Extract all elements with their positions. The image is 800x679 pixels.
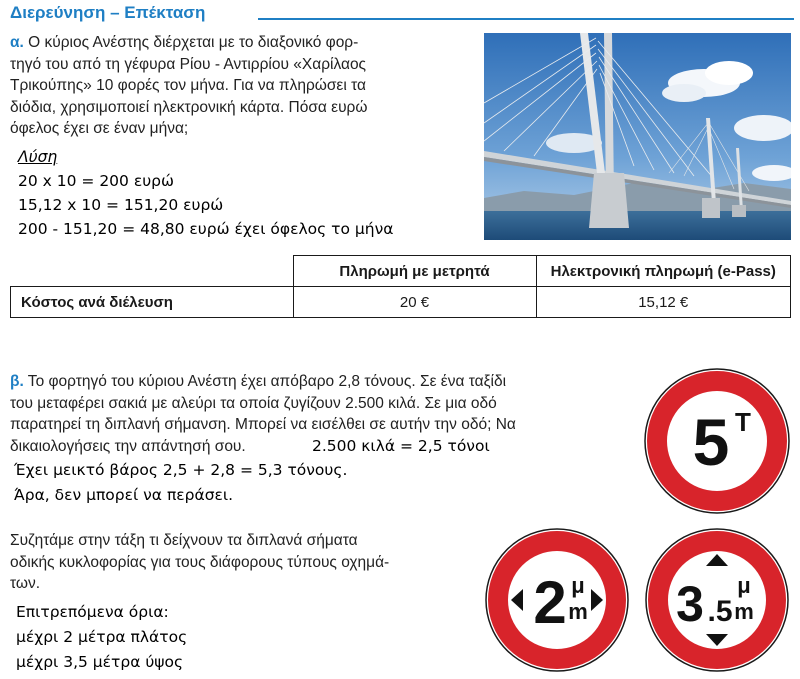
question-a-line: Ο κύριος Ανέστης διέρχεται με το διαξονικό φορ-: [23, 34, 359, 51]
question-b-line: παρατηρεί τη διπλανή σήμανση. Μπορεί να εισέλθει σε αυτήν την οδό; Να: [10, 416, 516, 433]
height-limit-unit-bottom: m: [734, 599, 754, 624]
solution-line: 200 - 151,20 = 48,80 ευρώ έχει όφελος το μήνα: [18, 220, 394, 238]
question-c-line: των.: [10, 575, 41, 592]
question-a-line: Τρικούπης» 10 φορές τον μήνα. Για να πληρώσει τα: [10, 77, 366, 94]
question-c-line: οδικής κυκλοφορίας για τους διάφορους τύπους οχημά-: [10, 553, 390, 571]
weight-limit-unit: T: [735, 407, 751, 437]
answer-c-line: Επιτρεπόμενα όρια:: [16, 603, 169, 621]
question-c-line: Συζητάμε στην τάξη τι δείχνουν τα διπλανά σήματα: [10, 532, 358, 549]
height-limit-unit-top: μ: [737, 573, 751, 598]
answer-b-line: Άρα, δεν μπορεί να περάσει.: [14, 486, 234, 504]
answer-c-line: μέχρι 3,5 μέτρα ύψος: [16, 653, 184, 671]
cost-table: [10, 255, 791, 318]
answer-b-line: Έχει μεικτό βάρος 2,5 + 2,8 = 5,3 τόνους.: [14, 461, 348, 479]
width-limit-unit-bottom: m: [568, 599, 588, 624]
width-limit-sign: [484, 527, 630, 678]
question-a-line: διόδια, χρησιμοποιεί ηλεκτρονική κάρτα. Πόσα ευρώ: [10, 98, 368, 116]
table-header-cash: Πληρωμή με μετρητά: [293, 256, 536, 287]
height-limit-decimal: .5: [707, 595, 733, 628]
question-a-line: τηγό του από τη γέφυρα Ρίου - Αντιρρίου «Χαρίλαος: [10, 55, 367, 73]
question-b-marker: β.: [10, 373, 24, 390]
table-cell-cash: 20 €: [293, 287, 536, 318]
section-title: Διερεύνηση – Επέκταση: [10, 3, 206, 22]
height-limit-sign: [644, 527, 790, 678]
solution-line: 20 x 10 = 200 ευρώ: [18, 172, 174, 190]
solution-line: 15,12 x 10 = 151,20 ευρώ: [18, 196, 224, 214]
solution-label: Λύση: [18, 148, 58, 166]
table-row-label: Κόστος ανά διέλευση: [11, 287, 294, 318]
question-b-line: του μεταφέρει σακιά με αλεύρι τα οποία ζυγίζουν 2.500 κιλά. Σε μια οδό: [10, 394, 497, 412]
width-limit-number: 2: [533, 569, 567, 636]
question-a-marker: α.: [10, 34, 24, 51]
question-b-line: δικαιολογήσεις την απάντησή σου.: [10, 437, 246, 455]
table-corner-cell: [11, 256, 294, 287]
question-c: [10, 530, 480, 595]
answer-c-line: μέχρι 2 μέτρα πλάτος: [16, 628, 188, 646]
question-a: [10, 32, 480, 140]
width-limit-unit-top: μ: [571, 573, 585, 598]
bridge-photo: [484, 33, 791, 240]
height-limit-number: 3: [676, 576, 704, 632]
answer-b-inline: 2.500 κιλά = 2,5 τόνοι: [312, 437, 490, 455]
table-header-row: [11, 256, 791, 287]
table-header-epass: Ηλεκτρονική πληρωμή (e-Pass): [536, 256, 791, 287]
table-row: [11, 287, 791, 318]
question-a-line: όφελος έχει σε έναν μήνα;: [10, 120, 189, 137]
title-rule: [258, 18, 794, 20]
weight-limit-sign: [643, 367, 791, 520]
table-cell-epass: 15,12 €: [536, 287, 791, 318]
question-b-line: Το φορτηγό του κύριου Ανέστη έχει απόβαρο 2,8 τόνους. Σε ένα ταξίδι: [23, 373, 507, 390]
weight-limit-number: 5: [692, 405, 730, 479]
